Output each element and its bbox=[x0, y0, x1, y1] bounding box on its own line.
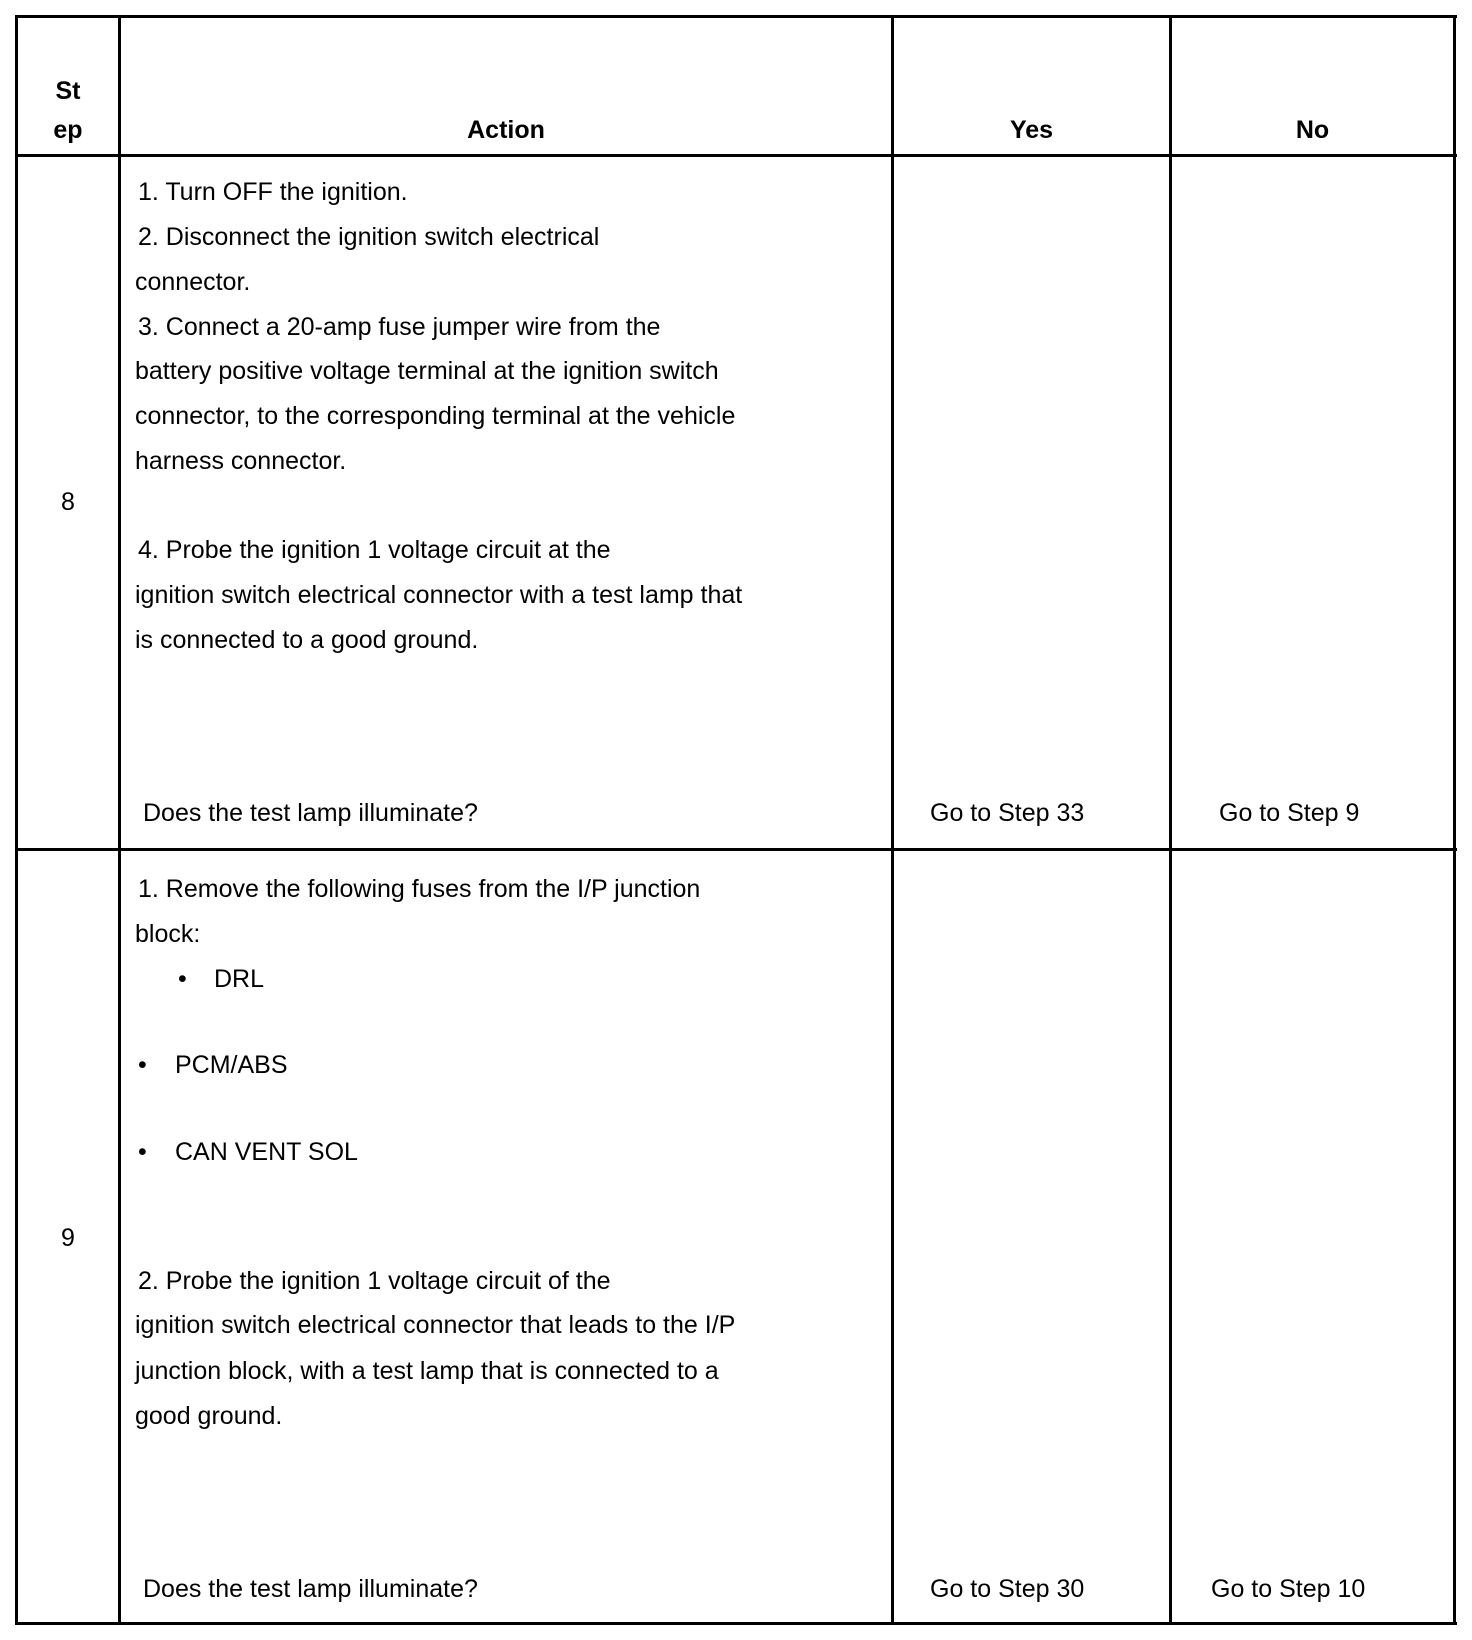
question: Does the test lamp illuminate? bbox=[143, 799, 478, 827]
no-result: Go to Step 9 bbox=[1219, 799, 1360, 827]
step-number: 8 bbox=[61, 488, 75, 516]
row-divider bbox=[15, 848, 1457, 851]
fuse-item: PCM/ABS bbox=[175, 1051, 288, 1079]
fuse-item: CAN VENT SOL bbox=[175, 1138, 358, 1166]
yes-result: Go to Step 33 bbox=[930, 799, 1085, 827]
header-step-line2: ep bbox=[53, 116, 83, 144]
step-number: 9 bbox=[61, 1224, 75, 1252]
bullet-icon: • bbox=[138, 1051, 147, 1079]
table-border-top bbox=[15, 15, 1457, 18]
action-line: block: bbox=[135, 920, 201, 948]
action-line: 3. Connect a 20-amp fuse jumper wire from the bbox=[138, 313, 661, 341]
header-divider bbox=[15, 154, 1457, 157]
header-action: Action bbox=[467, 116, 545, 144]
yes-result: Go to Step 30 bbox=[930, 1575, 1085, 1603]
table-border-right bbox=[1453, 15, 1456, 1625]
table-border-left bbox=[15, 15, 18, 1625]
action-line: 2. Disconnect the ignition switch electrical bbox=[138, 223, 600, 251]
action-line: 4. Probe the ignition 1 voltage circuit at the bbox=[138, 536, 611, 564]
column-divider-action bbox=[891, 15, 894, 1625]
action-line: 2. Probe the ignition 1 voltage circuit of the bbox=[138, 1267, 611, 1295]
column-divider-step bbox=[118, 15, 121, 1625]
table-border-bottom bbox=[15, 1622, 1457, 1625]
header-no: No bbox=[1295, 116, 1330, 144]
action-line: ignition switch electrical connector that leads to the I/P bbox=[135, 1311, 736, 1339]
action-line: connector. bbox=[135, 268, 251, 296]
action-line: connector, to the corresponding terminal at the vehicle bbox=[135, 402, 736, 430]
action-line: is connected to a good ground. bbox=[135, 626, 479, 654]
bullet-icon: • bbox=[178, 965, 187, 993]
header-yes: Yes bbox=[1009, 116, 1054, 144]
question: Does the test lamp illuminate? bbox=[143, 1575, 478, 1603]
action-line: battery positive voltage terminal at the ignition switch bbox=[135, 357, 719, 385]
header-step-line1: St bbox=[55, 77, 81, 105]
action-line: good ground. bbox=[135, 1402, 283, 1430]
fuse-item: DRL bbox=[214, 965, 265, 993]
no-result: Go to Step 10 bbox=[1211, 1575, 1366, 1603]
action-line: harness connector. bbox=[135, 447, 347, 475]
action-line: 1. Turn OFF the ignition. bbox=[138, 178, 408, 206]
action-line: 1. Remove the following fuses from the I/P junction bbox=[138, 875, 701, 903]
bullet-icon: • bbox=[138, 1138, 147, 1166]
action-line: ignition switch electrical connector with a test lamp that bbox=[135, 581, 743, 609]
action-line: junction block, with a test lamp that is connected to a bbox=[135, 1357, 719, 1385]
column-divider-yes bbox=[1169, 15, 1172, 1625]
